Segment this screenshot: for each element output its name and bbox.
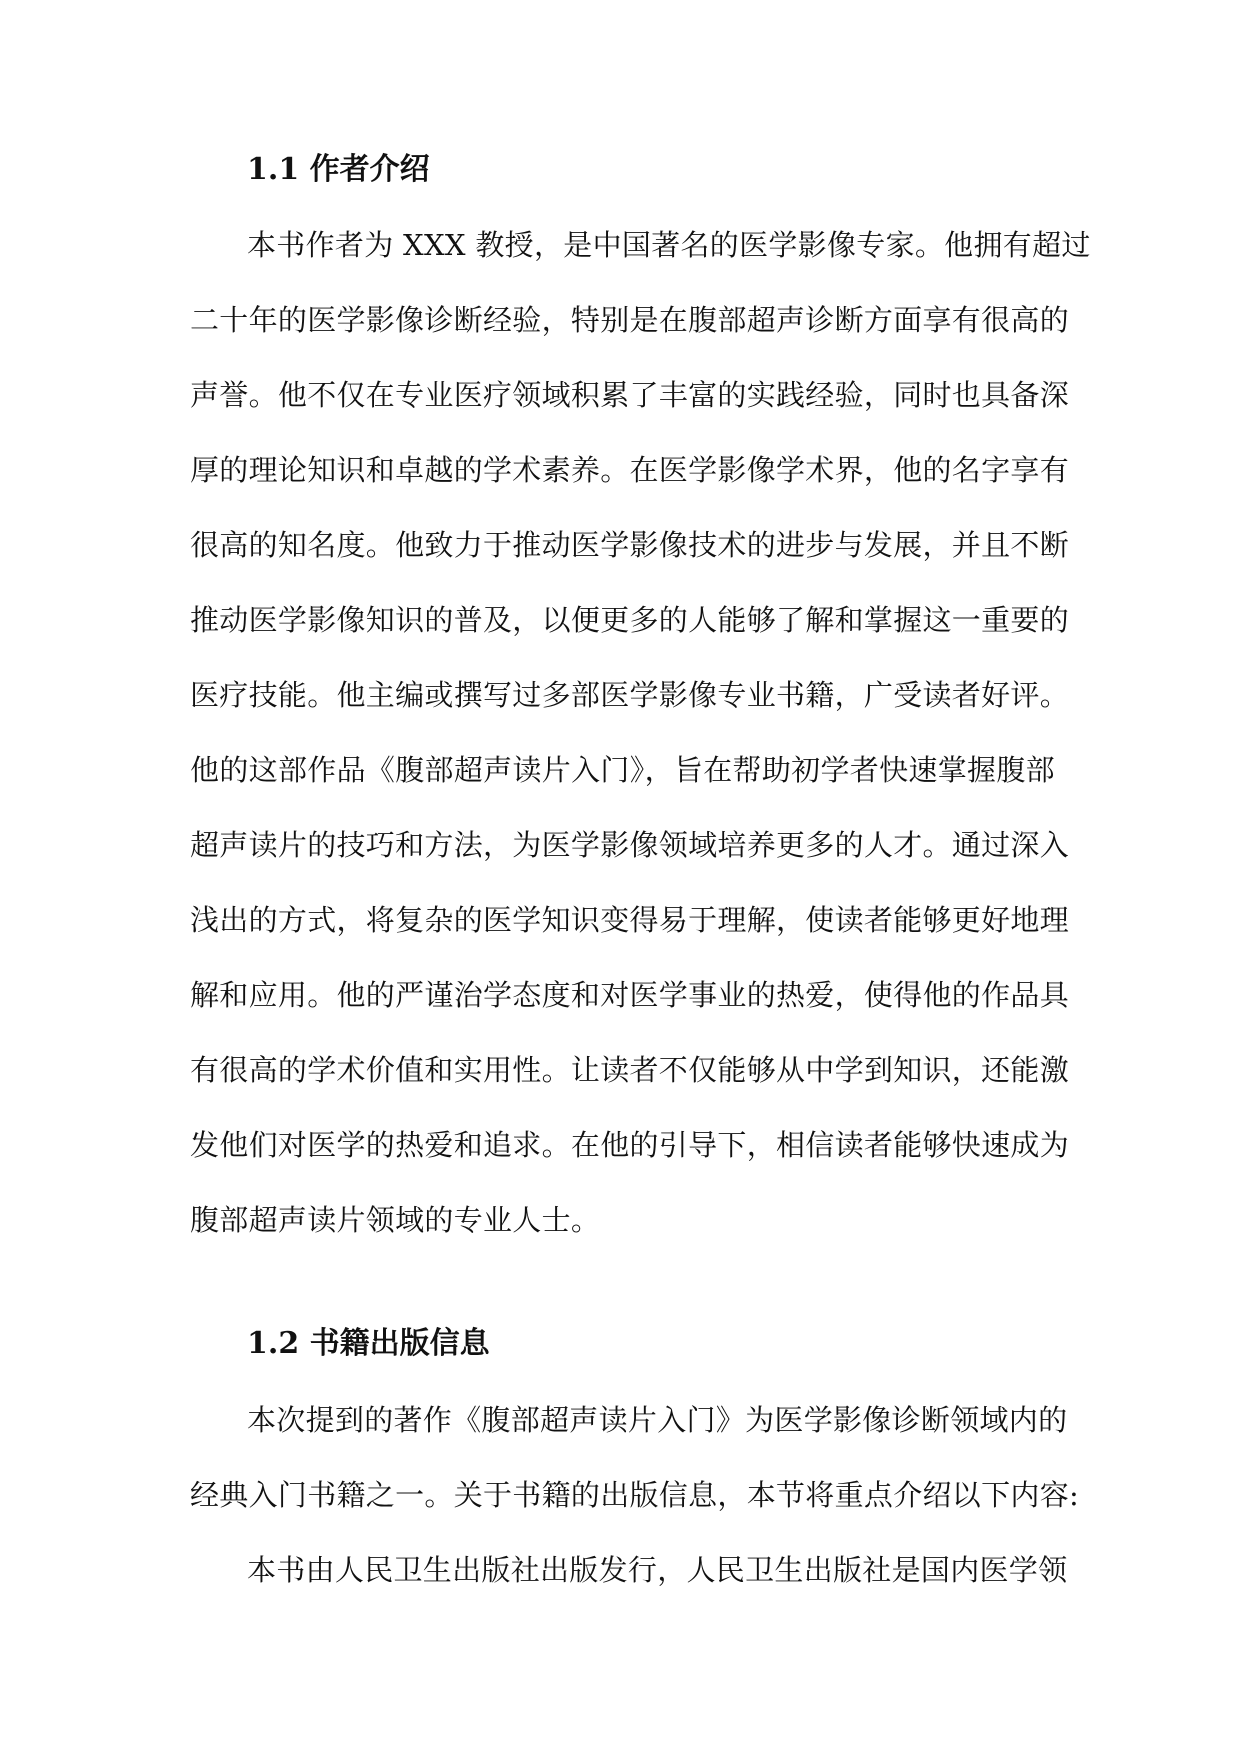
paragraph-line: 本书作者为 XXX 教授，是中国著名的医学影像专家。他拥有超过 — [247, 228, 1091, 262]
paragraph-line: 厚的理论知识和卓越的学术素养。在医学影像学术界，他的名字享有 — [190, 453, 1070, 487]
paragraph-line: 浅出的方式，将复杂的医学知识变得易于理解，使读者能够更好地理 — [190, 903, 1070, 937]
paragraph-line: 腹部超声读片领域的专业人士。 — [190, 1203, 601, 1237]
author-intro-paragraph — [190, 208, 1091, 1258]
paragraph-line: 发他们对医学的热爱和追求。在他的引导下，相信读者能够快速成为 — [190, 1128, 1070, 1162]
paragraph-line: 医疗技能。他主编或撰写过多部医学影像专业书籍，广受读者好评。 — [190, 678, 1070, 712]
paragraph-line: 经典入门书籍之一。关于书籍的出版信息，本节将重点介绍以下内容: — [190, 1478, 1080, 1512]
paragraph-line: 很高的知名度。他致力于推动医学影像技术的进步与发展，并且不断 — [190, 528, 1070, 562]
paragraph-line: 推动医学影像知识的普及，以便更多的人能够了解和掌握这一重要的 — [190, 603, 1070, 637]
paragraph-line: 二十年的医学影像诊断经验，特别是在腹部超声诊断方面享有很高的 — [190, 303, 1070, 337]
paragraph-line: 本次提到的著作《腹部超声读片入门》为医学影像诊断领域内的 — [247, 1403, 1068, 1437]
paragraph-line: 本书由人民卫生出版社出版发行，人民卫生出版社是国内医学领 — [247, 1553, 1068, 1587]
paragraph-line: 他的这部作品《腹部超声读片入门》，旨在帮助初学者快速掌握腹部 — [190, 753, 1055, 787]
section-heading-publication-info: 1.2 书籍出版信息 — [247, 1326, 490, 1361]
paragraph-line: 解和应用。他的严谨治学态度和对医学事业的热爱，使得他的作品具 — [190, 978, 1070, 1012]
paragraph-line: 声誉。他不仅在专业医疗领域积累了丰富的实践经验，同时也具备深 — [190, 378, 1070, 412]
paragraph-line: 超声读片的技巧和方法，为医学影像领域培养更多的人才。通过深入 — [190, 828, 1070, 862]
publication-info-paragraph — [190, 1383, 1080, 1608]
section-heading-author-intro: 1.1 作者介绍 — [247, 152, 430, 187]
paragraph-line: 有很高的学术价值和实用性。让读者不仅能够从中学到知识，还能激 — [190, 1053, 1070, 1087]
